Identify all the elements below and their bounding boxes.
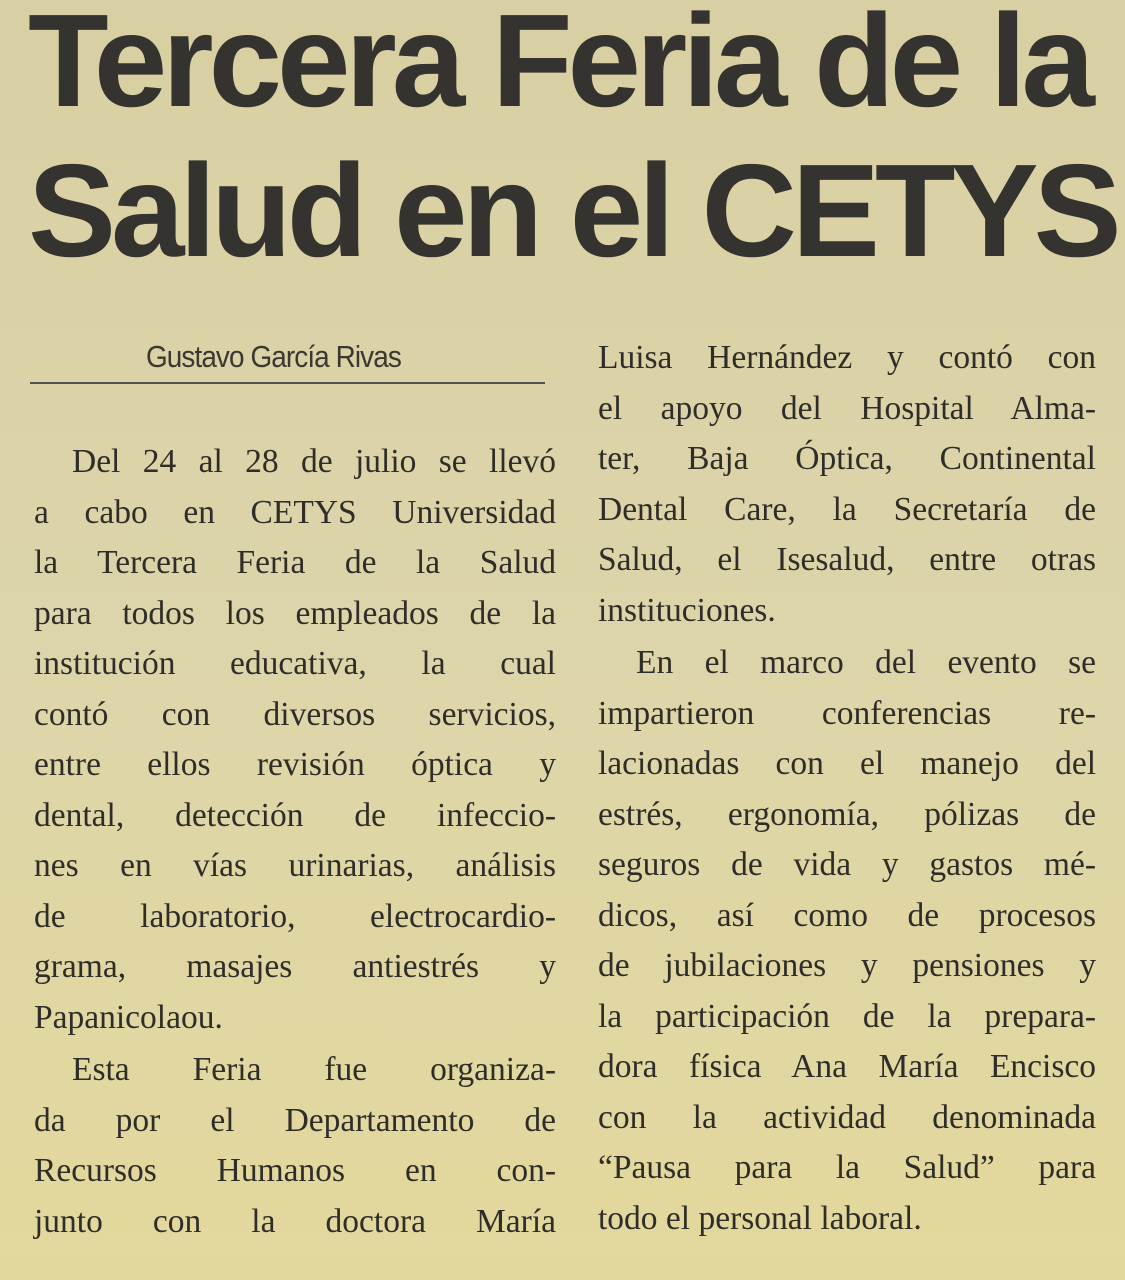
text-line: contó con diversos servicios, xyxy=(34,695,556,733)
text-line: impartieron conferencias re- xyxy=(598,694,1096,732)
text-line: con la actividad denominada xyxy=(598,1098,1096,1136)
text-line: la participación de la prepara- xyxy=(598,997,1096,1035)
text-line: grama, masajes antiestrés y xyxy=(34,948,556,985)
text-line: Salud, el Isesalud, entre otras xyxy=(598,541,1096,578)
text-line: todo el personal laboral. xyxy=(598,1199,922,1237)
text-line: lacionadas con el manejo del xyxy=(598,745,1096,782)
text-line: la Tercera Feria de la Salud xyxy=(34,544,556,581)
left-column xyxy=(34,437,556,1247)
text-line: Recursos Humanos en con- xyxy=(34,1152,556,1189)
right-column xyxy=(598,333,1096,1244)
headline-line-2: Salud en el CETYS xyxy=(28,137,1117,284)
text-line: para todos los empleados de la xyxy=(34,594,556,632)
text-line: dicos, así como de procesos xyxy=(598,896,1096,934)
text-line: de jubilaciones y pensiones y xyxy=(598,947,1096,984)
text-line: seguros de vida y gastos mé- xyxy=(598,846,1096,883)
text-line: da por el Departamento de xyxy=(34,1101,556,1139)
text-line: En el marco del evento se xyxy=(636,644,1096,681)
text-line: el apoyo del Hospital Alma- xyxy=(598,389,1096,427)
byline: Gustavo García Rivas xyxy=(146,339,401,374)
text-line: ter, Baja Óptica, Continental xyxy=(598,440,1096,477)
text-line: dental, detección de infeccio- xyxy=(34,796,556,834)
text-line: junto con la doctora María xyxy=(34,1202,556,1240)
headline-line-1: Tercera Feria de la xyxy=(28,0,1090,134)
text-line: Papanicolaou. xyxy=(34,998,223,1036)
text-line: de laboratorio, electrocardio- xyxy=(34,897,556,935)
text-line: a cabo en CETYS Universidad xyxy=(34,493,556,531)
text-line: dora física Ana María Encisco xyxy=(598,1048,1096,1085)
text-line: instituciones. xyxy=(598,591,776,629)
text-line: estrés, ergonomía, pólizas de xyxy=(598,795,1096,833)
text-line: Esta Feria fue organiza- xyxy=(72,1051,556,1088)
text-line: institución educativa, la cual xyxy=(34,645,556,682)
headline xyxy=(28,0,1117,286)
text-line: Del 24 al 28 de julio se llevó xyxy=(72,443,556,480)
text-line: Dental Care, la Secretaría de xyxy=(598,490,1096,528)
text-line: nes en vías urinarias, análisis xyxy=(34,847,556,884)
text-line: entre ellos revisión óptica y xyxy=(34,746,556,783)
text-line: “Pausa para la Salud” para xyxy=(598,1149,1096,1186)
text-line: Luisa Hernández y contó con xyxy=(598,339,1096,376)
byline-rule xyxy=(30,382,545,384)
